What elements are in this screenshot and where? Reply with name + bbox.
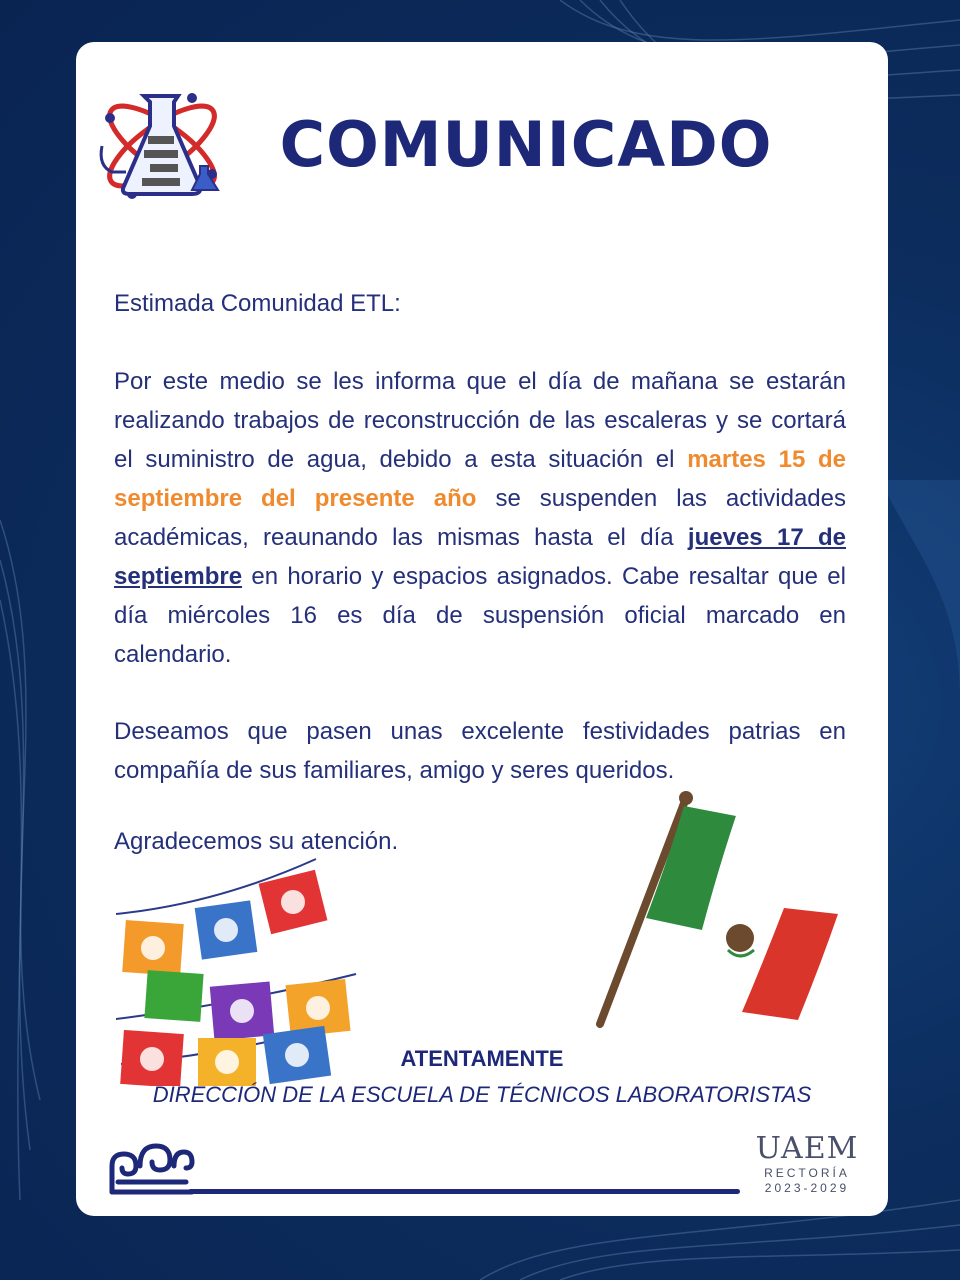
uaem-name: UAEM [755,1131,859,1166]
announcement-card [76,42,888,1216]
paragraph-text: en horario y espacios asignados. Cabe resaltar que el día miércoles 16 es día de suspensión oficial marcado en calendario. [114,563,846,668]
main-paragraph [114,362,846,674]
signature-title: ATENTAMENTE [400,1046,564,1071]
page-title: COMUNICADO [279,108,773,181]
suspension-date-highlight: martes 15 de septiembre del presente año [114,446,846,512]
fret-pattern-icon [106,1136,196,1196]
uaem-logo [752,1132,862,1196]
uaem-years: 2023-2029 [764,1181,850,1195]
thanks-line: Agradecemos su atención. [114,828,399,855]
mexican-flag-icon [588,790,848,1030]
paragraph-text: Por este medio se les informa que el día de mañana se estarán realizando trabajos de reconstrucción de las escaleras y se cortará el suministro de agua, debido a esta situación el [114,368,846,473]
uaem-rectoria: RECTORÍA [764,1166,850,1180]
footer-divider [188,1189,740,1194]
paragraph-text: se suspenden las actividades académicas, reaunando las mismas hasta el día [114,485,846,551]
signature-organization: DIRECCIÓN DE LA ESCUELA DE TÉCNICOS LABORATORISTAS [152,1082,812,1107]
lab-logo-icon [92,86,232,206]
resume-date-highlight: jueves 17 de septiembre [114,524,847,590]
wishes-paragraph: Deseamos que pasen unas excelente festividades patrias en compañía de sus familiares, amigo y seres queridos. [114,718,846,784]
greeting: Estimada Comunidad ETL: [114,290,401,317]
